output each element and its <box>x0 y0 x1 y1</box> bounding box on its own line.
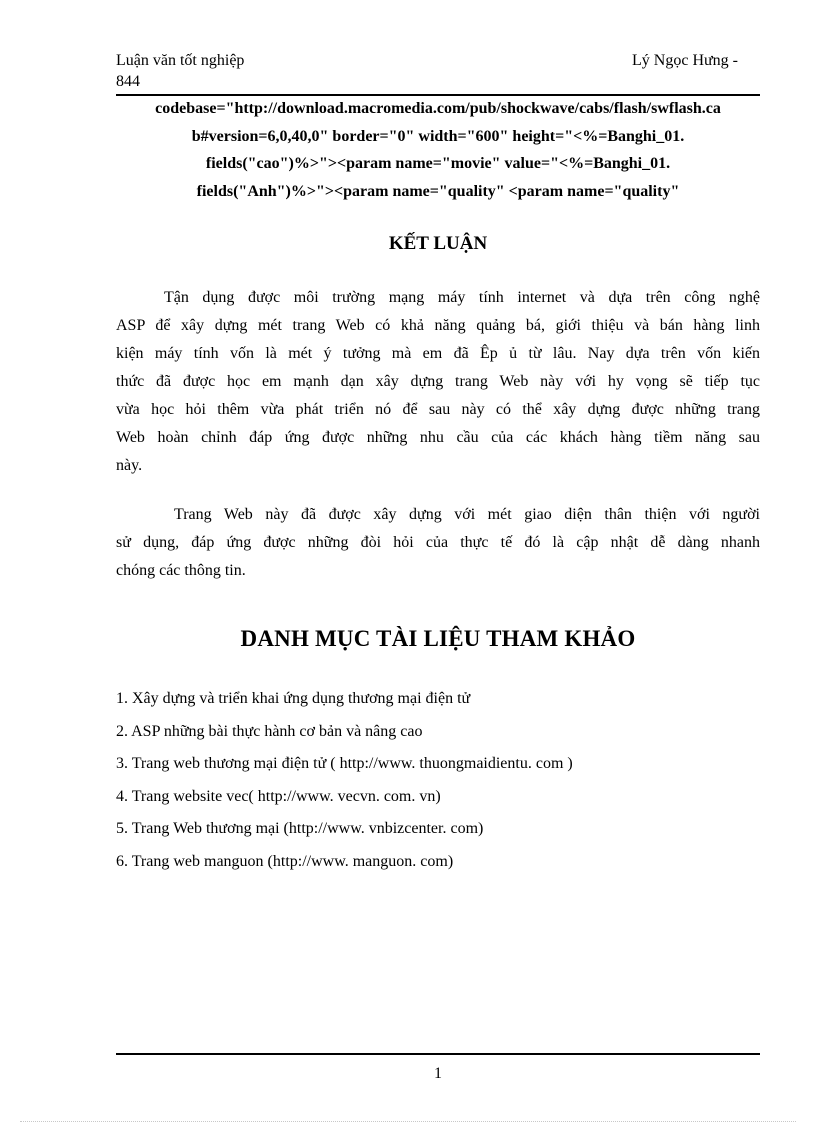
reference-item: 4. Trang website vec( http://www. vecvn. com. vn) <box>116 787 441 805</box>
paragraph-line: sử dụng, đáp ứng được những đòi hỏi của thực tế đó là cập nhật dễ dàng nhanh <box>116 534 760 551</box>
reference-item: 2. ASP những bài thực hành cơ bản và nâng cao <box>116 722 423 740</box>
conclusion-heading: KẾT LUẬN <box>388 233 488 254</box>
header-thesis-code: 844 <box>116 73 140 90</box>
reference-item: 6. Trang web manguon (http://www. manguon. com) <box>116 852 454 870</box>
reference-item: 1. Xây dựng và triển khai ứng dụng thương mại điện tử <box>116 690 471 707</box>
reference-item: 5. Trang Web thương mại (http://www. vnbizcenter. com) <box>116 820 484 838</box>
code-snippet <box>116 95 760 205</box>
reference-item: 3. Trang web thương mại điện tử ( http://www. thuongmaidientu. com ) <box>116 755 573 773</box>
paragraph-line: Web hoàn chỉnh đáp ứng được những nhu cầu của các khách hàng tiềm năng sau <box>116 429 760 446</box>
paragraph-line: thức đã được học em mạnh dạn xây dựng trang Web này với hy vọng sẽ tiếp tục <box>116 373 760 390</box>
conclusion-paragraph-1 <box>116 284 760 480</box>
paragraph-line: kiện máy tính vốn là mét ý tưởng mà em đã Êp ủ từ lâu. Nay dựa trên vốn kiến <box>116 345 760 362</box>
references-list <box>116 685 760 881</box>
header-thesis-title-line: Luận văn tốt nghiệp <box>116 52 245 69</box>
page-bottom-border <box>20 1121 796 1122</box>
code-line: b#version=6,0,40,0" border="0" width="600" height="<%=Banghi_01. <box>191 127 685 145</box>
paragraph-line: này. <box>116 457 143 474</box>
paragraph-line: Tận dụng được môi trường mạng máy tính internet và dựa trên công nghệ <box>164 289 760 306</box>
paragraph-line: Trang Web này đã được xây dựng với mét giao diện thân thiện với người <box>174 506 760 523</box>
paragraph-line: chóng các thông tin. <box>116 562 246 579</box>
paragraph-line: vừa học hỏi thêm vừa phát triển nó để sau này có thể xây dựng được những trang <box>116 401 760 418</box>
code-line: codebase="http://download.macromedia.com/pub/shockwave/cabs/flash/swflash.ca <box>155 100 721 117</box>
references-heading: DANH MỤC TÀI LIỆU THAM KHẢO <box>240 626 636 651</box>
footer-rule <box>116 1053 760 1055</box>
paragraph-line: ASP để xây dựng mét trang Web có khả năng quảng bá, giới thiệu và bán hàng linh <box>116 317 760 334</box>
page-number: 1 <box>434 1065 442 1082</box>
code-line: fields("Anh")%>"><param name="quality" <param name="quality" <box>196 182 680 200</box>
conclusion-paragraph-2 <box>116 501 760 585</box>
header-thesis-title <box>116 50 316 92</box>
header-author: Lý Ngọc Hưng - <box>632 52 738 69</box>
code-line: fields("cao")%>"><param name="movie" value="<%=Banghi_01. <box>205 155 671 172</box>
